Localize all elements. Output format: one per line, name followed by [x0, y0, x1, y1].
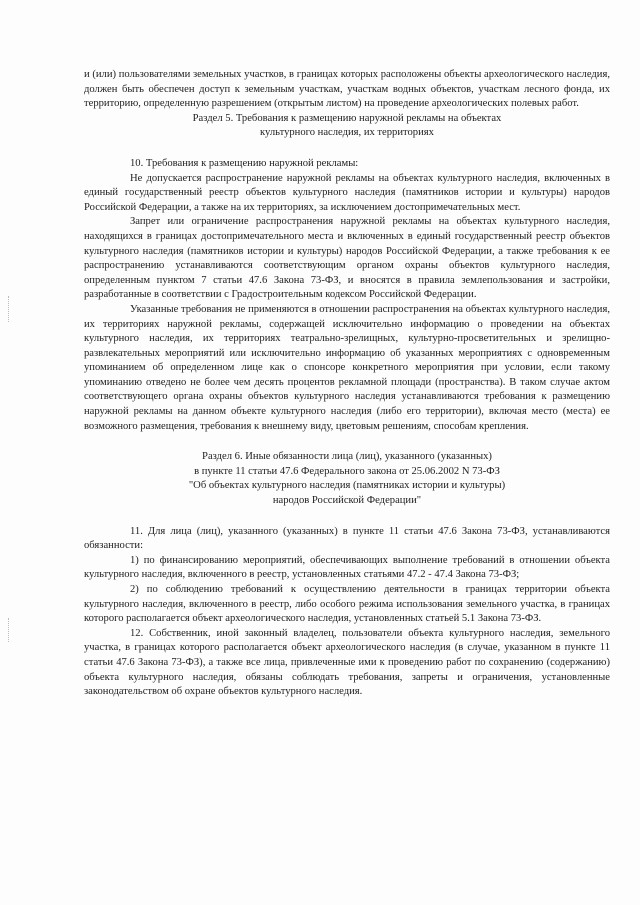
- section-5-heading-line-2: культурного наследия, их территориях: [260, 127, 434, 139]
- paragraph-12: 12. Собственник, иной законный владелец, пользователи объекта культурного наследия, земельного участка, в границах которого располагается объект археологического наследия (в случае, указанном в пункте 11 статьи 47.6 Закона 73-ФЗ), а также все лица, привлеченные ими к проведению работ по сохранению (содержанию) объекта культурного наследия, обязаны соблюдать требования, запреты и ограничения, установленные законодательством об охране объектов культурного наследия.: [84, 627, 610, 698]
- paragraph-10-title: 10. Требования к размещению наружной рекламы:: [130, 157, 359, 169]
- paragraph-11-title: 11. Для лица (лиц), указанного (указанных) в пункте 11 статьи 47.6 Закона 73-ФЗ, устанавливаются обязанности:: [84, 525, 610, 552]
- section-6-heading-line-4: народов Российской Федерации": [272, 495, 422, 507]
- section-6-heading-line-2: в пункте 11 статьи 47.6 Федерального закона от 25.06.2002 N 73-ФЗ: [194, 465, 500, 477]
- intro-paragraph: и (или) пользователями земельных участков, в границах которых расположены объекты археологического наследия, должен быть обеспечен доступ к земельным участкам, участкам водных объектов, участкам лесного фонда, их территорию, определенную разрешением (открытым листом) на проведение археологических полевых работ.: [84, 69, 610, 110]
- margin-mark: [8, 618, 10, 642]
- paragraph-10-a: Не допускается распространение наружной рекламы на объектах культурного наследия, включенных в единый государственный реестр объектов культурного наследия (памятников истории и культуры) народов Российской Федерации, а также на их территориях, за исключением достопримечательных мест.: [84, 172, 610, 213]
- paragraph-11-item-1: 1) по финансированию мероприятий, обеспечивающих выполнение требований в отношении объекта культурного наследия, включенного в реестр, установленных статьями 47.2 - 47.4 Закона 73-ФЗ;: [84, 554, 610, 581]
- paragraph-10-b: Запрет или ограничение распространения наружной рекламы на объектах культурного наследия, находящихся в границах достопримечательного места и включенных в единый государственный реестр объектов культурного наследия (памятников истории и культуры) народов Российской Федерации, а также требования к ее распространению устанавливаются соответствующим органом охраны объектов культурного наследия, определенным пунктом 7 статьи 47.6 Закона 73-ФЗ, и вносятся в правила землепользования и застройки, разработанные в соответствии с Градостроительным кодексом Российской Федерации.: [84, 216, 610, 301]
- section-6-heading-line-3: "Об объектах культурного наследия (памятниках истории и культуры): [188, 480, 506, 492]
- section-6-heading-line-1: Раздел 6. Иные обязанности лица (лиц), указанного (указанных): [202, 451, 492, 463]
- section-5-heading-line-1: Раздел 5. Требования к размещению наружной рекламы на объектах: [192, 112, 502, 124]
- paragraph-11-item-2: 2) по соблюдению требований к осуществлению деятельности в границах территории объекта культурного наследия, включенного в реестр, либо особого режима использования земельного участка, в границах которого располагается объект археологического наследия, установленных статьей 5.1 Закона 73-ФЗ.: [84, 584, 610, 625]
- margin-mark: [8, 296, 10, 322]
- paragraph-10-c: Указанные требования не применяются в отношении распространения на объектах культурного наследия, их территориях наружной рекламы, содержащей исключительно информацию о проведении на объектах культурного наследия, их территориях театрально-зрелищных, культурно-просветительных и зрелищно-развлекательных мероприятий или исключительно информацию об указанных мероприятиях с одновременным упоминанием об определенном лице как о спонсоре конкретного мероприятия при условии, если такому упоминанию отведено не более чем десять процентов рекламной площади (пространства). В таком случае актом соответствующего органа охраны объектов культурного наследия устанавливаются требования к размещению наружной рекламы на данном объекте культурного наследия (либо его территории), включая место (места) ее возможного размещения, требования к внешнему виду, цветовым решениям, способам крепления.: [84, 303, 610, 432]
- document-body: [84, 68, 610, 700]
